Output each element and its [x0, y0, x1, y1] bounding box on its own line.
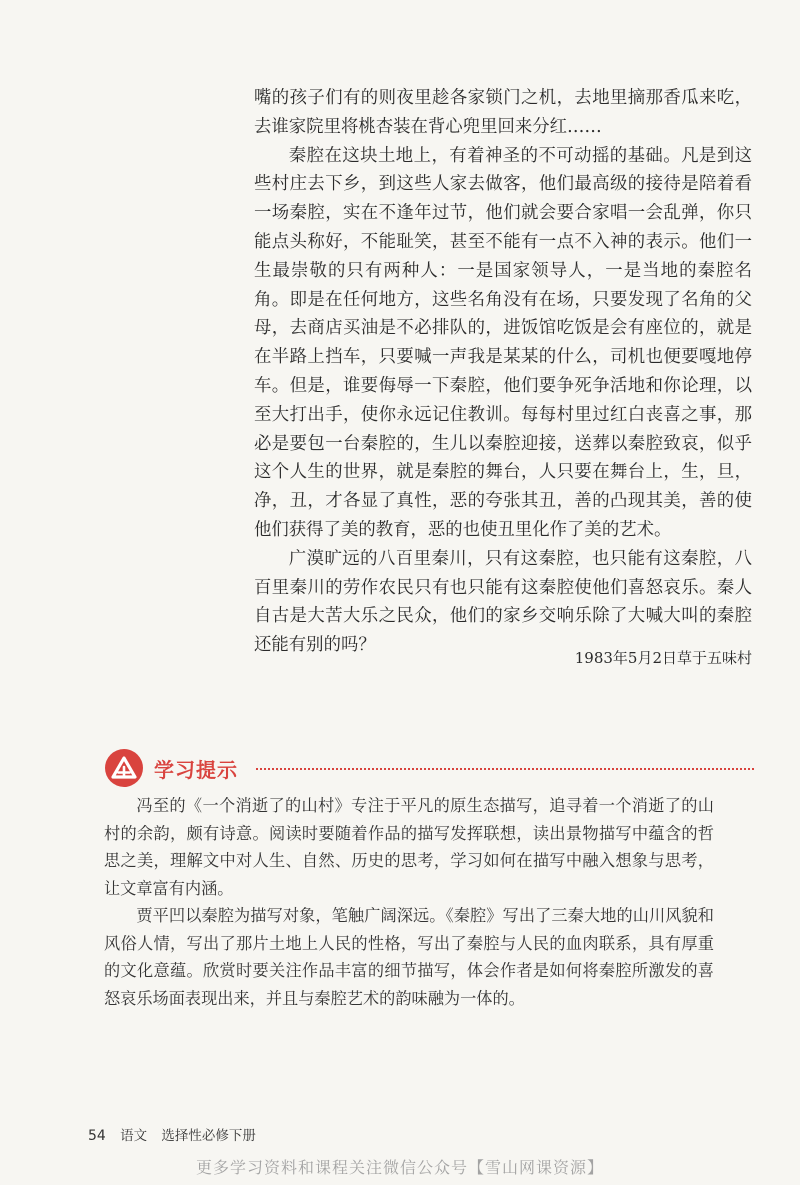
study-tips-divider	[256, 768, 754, 770]
article-dateline: 1983年5月2日草于五味村	[574, 649, 752, 667]
study-tips-icon	[104, 748, 144, 788]
article-paragraph-2: 秦腔在这块土地上，有着神圣的不可动摇的基础。凡是到这些村庄去下乡，到这些人家去做客，他们最高级的接待是陪着看一场秦腔，实在不逢年过节，他们就会要合家唱一会乱弹，你只能点头称好，不能耻笑，甚至不能有一点不入神的表示。他们一生最崇敬的只有两种人：一是国家领导人，一是当地的秦腔名角。即是在任何地方，这些名角没有在场，只要发现了名角的父母，去商店买油是不必排队的，进饭馆吃饭是会有座位的，就是在半路上挡车，只要喊一声我是某某的什么，司机也便要嘎地停车。但是，谁要侮辱一下秦腔，他们要争死争活地和你论理，以至大打出手，使你永远记住教训。每每村里过红白丧喜之事，那必是要包一台秦腔的，生儿以秦腔迎接，送葬以秦腔致哀，似乎这个人生的世界，就是秦腔的舞台，人只要在舞台上，生，旦，净，丑，才各显了真性，恶的夸张其丑，善的凸现其美，善的使他们获得了美的教育，恶的也使丑里化作了美的艺术。	[254, 145, 752, 540]
study-tips-paragraph-1: 冯至的《一个消逝了的山村》专注于平凡的原生态描写，追寻着一个消逝了的山村的余韵，颇有诗意。阅读时要随着作品的描写发挥联想，读出景物描写中蕴含的哲思之美，理解文中对人生、自然、历史的思考，学习如何在描写中融入想象与思考，让文章富有内涵。	[104, 796, 714, 898]
study-tips-title: 学习提示	[154, 758, 238, 782]
article-paragraph-3: 广漠旷远的八百里秦川，只有这秦腔，也只能有这秦腔，八百里秦川的劳作农民只有也只能有这秦腔使他们喜怒哀乐。秦人自古是大苦大乐之民众，他们的家乡交响乐除了大喊大叫的秦腔还能有别的吗？	[254, 548, 752, 656]
study-tips-header	[104, 748, 754, 788]
article-paragraph-1: 嘴的孩子们有的则夜里趁各家锁门之机，去地里摘那香瓜来吃，去谁家院里将桃杏装在背心兜里回来分红……	[254, 88, 752, 137]
study-tips-paragraph-2: 贾平凹以秦腔为描写对象，笔触广阔深远。《秦腔》写出了三秦大地的山川风貌和风俗人情，写出了那片土地上人民的性格，写出了秦腔与人民的血肉联系，具有厚重的文化意蕴。欣赏时要关注作品丰富的细节描写，体会作者是如何将秦腔所激发的喜怒哀乐场面表现出来，并且与秦腔艺术的韵味融为一体的。	[104, 906, 714, 1008]
footer-subject: 语文	[120, 1128, 148, 1144]
page-footer	[88, 1124, 256, 1144]
article-body	[254, 84, 752, 660]
watermark-text: 更多学习资料和课程关注微信公众号【雪山网课资源】	[195, 1158, 604, 1177]
study-tips-body	[104, 792, 714, 1012]
page-number: 54	[88, 1128, 106, 1144]
footer-book-title: 选择性必修下册	[161, 1128, 256, 1144]
